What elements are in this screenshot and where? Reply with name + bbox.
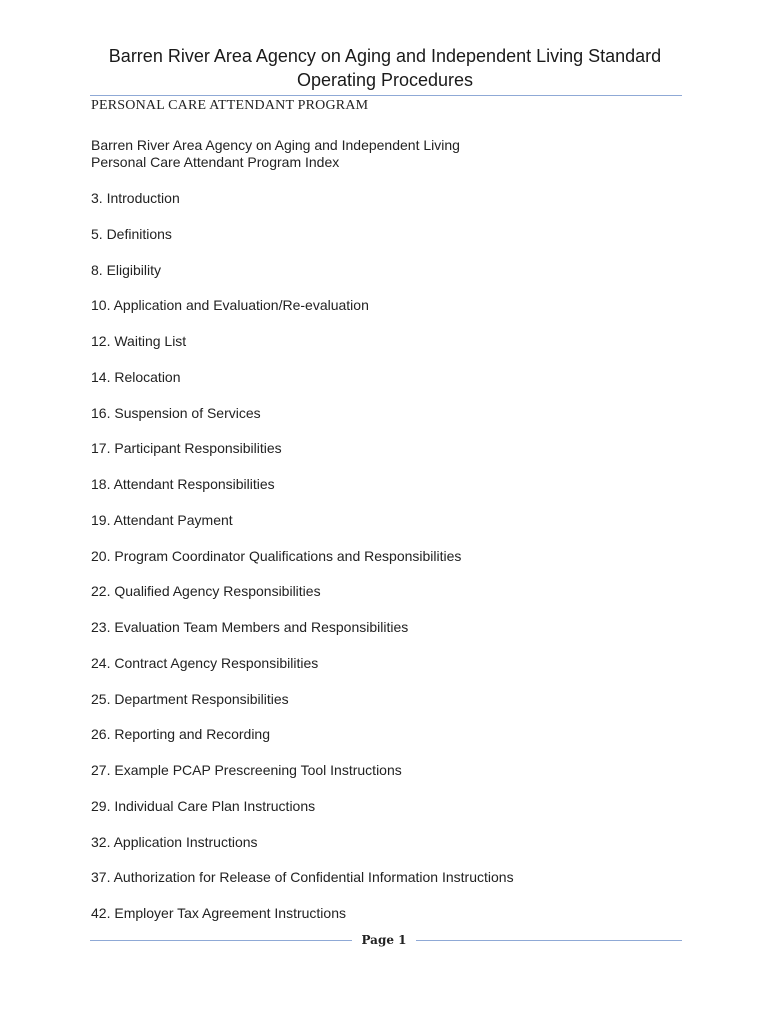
index-item: 14. Relocation [91,368,181,385]
index-item: 3. Introduction [91,190,180,206]
index-heading-line-1: Barren River Area Agency on Aging and Independent Living [91,137,460,153]
index-item: 18. Attendant Responsibilities [91,476,275,492]
header-rule [90,95,682,96]
index-item: 12. Waiting List [91,333,187,349]
index-item: 42. Employer Tax Agreement Instructions [91,905,346,921]
footer-rule-left [90,940,352,941]
header-title-line-1: Barren River Area Agency on Aging and Independent Living Standard [108,46,662,66]
index-item: 8. Eligibility [91,261,162,278]
index-heading-line-2: Personal Care Attendant Program Index [91,154,340,170]
index-item: 5. Definitions [91,225,172,242]
index-list [91,190,514,941]
footer-rule-right [416,940,682,941]
index-item: 25. Department Responsibilities [91,690,289,707]
page-number: Page 1 [361,933,407,947]
index-item: 37. Authorization for Release of Confidential Information Instructions [91,869,514,886]
index-item: 27. Example PCAP Prescreening Tool Instructions [91,762,402,778]
index-item: 22. Qualified Agency Responsibilities [91,583,321,600]
section-label: PERSONAL CARE ATTENDANT PROGRAM [91,98,369,113]
index-item: 16. Suspension of Services [91,404,261,421]
index-heading [91,137,460,171]
header-title-line-2: Operating Procedures [296,70,474,90]
index-item: 29. Individual Care Plan Instructions [91,797,316,814]
index-item: 20. Program Coordinator Qualifications and Responsibilities [91,547,462,564]
index-item: 26. Reporting and Recording [91,726,271,743]
index-item: 19. Attendant Payment [91,511,233,528]
index-item: 24. Contract Agency Responsibilities [91,654,319,671]
page-footer [90,932,682,952]
index-item: 10. Application and Evaluation/Re-evaluation [91,297,369,314]
document-header-title [90,44,680,92]
index-item: 32. Application Instructions [91,833,258,850]
index-item: 23. Evaluation Team Members and Responsibilities [91,619,409,635]
index-item: 17. Participant Responsibilities [91,440,282,457]
